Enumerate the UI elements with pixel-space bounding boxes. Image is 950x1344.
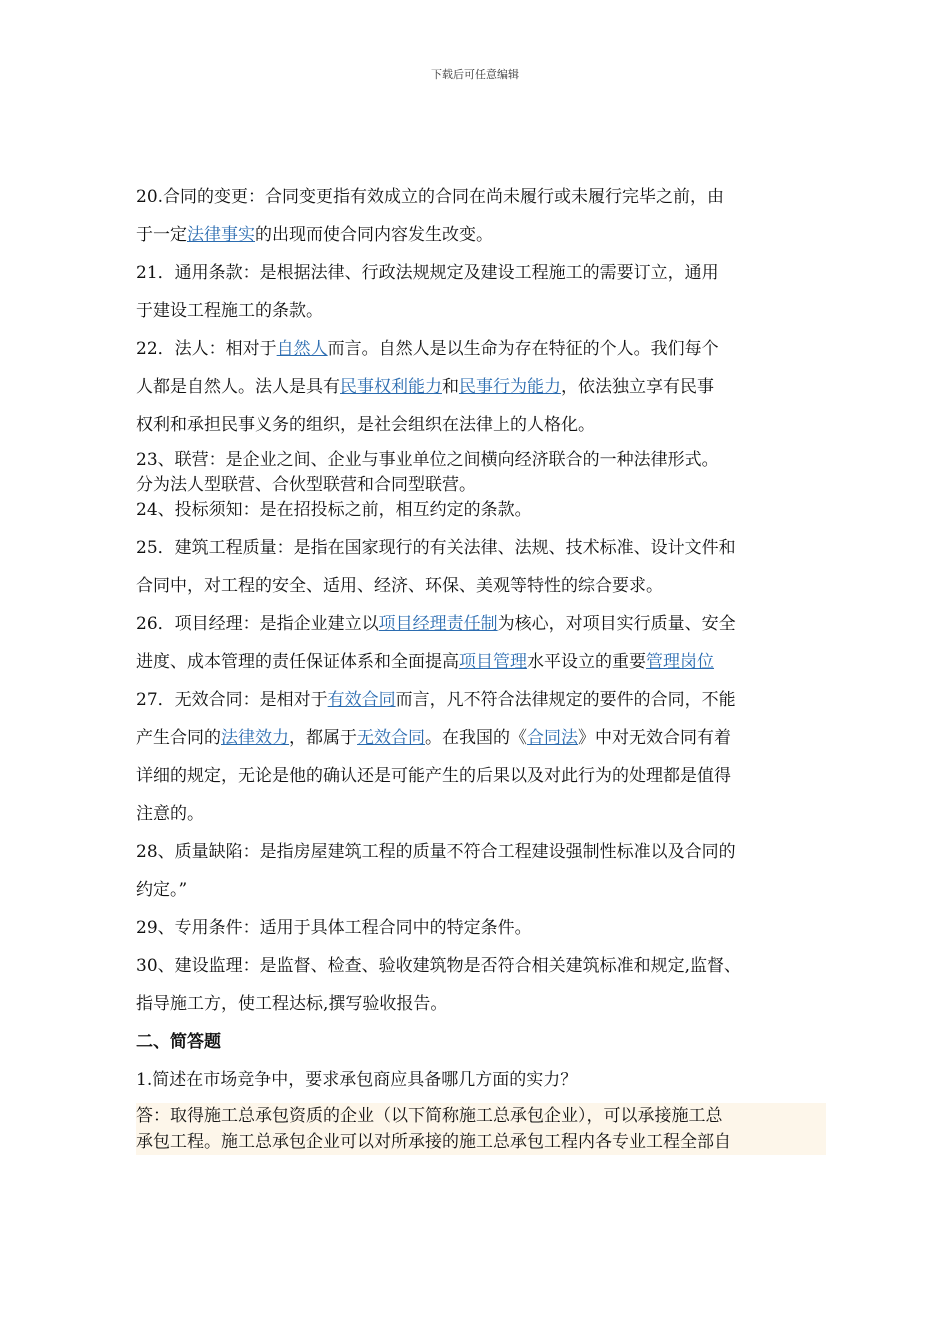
text-span: 人都是自然人。法人是具有: [136, 377, 340, 397]
document-body: [136, 178, 826, 1155]
page-header: 下载后可任意编辑: [431, 68, 519, 81]
text-span: 于一定: [136, 225, 187, 245]
item-22: [136, 330, 826, 444]
item-28-line-2: 约定。”: [136, 880, 188, 900]
item-30: [136, 947, 826, 1023]
section-heading: 二、简答题: [136, 1032, 221, 1052]
link-natural-person[interactable]: 自然人: [276, 339, 328, 359]
item-28: [136, 833, 826, 909]
text-span: 而言。自然人是以生命为存在特征的个人。我们每个: [327, 339, 719, 359]
text-span: 而言，凡不符合法律规定的要件的合同，不能: [395, 690, 736, 710]
item-30-line-2: 指导施工方，使工程达标,撰写验收报告。: [136, 994, 448, 1014]
item-22-line-1: [136, 330, 826, 368]
text-span: ，依法独立享有民事: [561, 377, 714, 397]
link-pm-responsibility-system[interactable]: 项目经理责任制: [378, 614, 498, 634]
item-22-line-3: 权利和承担民事义务的组织，是社会组织在法律上的人格化。: [136, 415, 595, 435]
link-valid-contract[interactable]: 有效合同: [327, 690, 396, 710]
link-project-management[interactable]: 项目管理: [459, 652, 527, 672]
text-span: 》中对无效合同有着: [578, 728, 731, 748]
question-1: 1.简述在市场竞争中，要求承包商应具备哪几方面的实力？: [136, 1070, 578, 1090]
item-27-line-3: 详细的规定，无论是他的确认还是可能产生的后果以及对此行为的处理都是值得: [136, 766, 731, 786]
item-24: [136, 498, 826, 523]
item-21-line-1: 21．通用条款：是根据法律、行政法规规定及建设工程施工的需要订立，通用: [136, 263, 719, 283]
link-legal-effect[interactable]: 法律效力: [221, 728, 289, 748]
item-29-line-1: 29、专用条件：适用于具体工程合同中的特定条件。: [136, 918, 532, 938]
item-25-line-2: 合同中，对工程的安全、适用、经济、环保、美观等特性的综合要求。: [136, 576, 663, 596]
answer-1: [136, 1103, 826, 1155]
item-24-line-1: 24、投标须知：是在招投标之前，相互约定的条款。: [136, 500, 532, 520]
link-civil-rights-capacity[interactable]: 民事权利能力: [340, 377, 442, 397]
text-span: 22．法人：相对于: [136, 339, 277, 359]
item-25-line-1: 25．建筑工程质量：是指在国家现行的有关法律、法规、技术标准、设计文件和: [136, 538, 736, 558]
item-30-line-1: 30、建设监理：是监督、检查、验收建筑物是否符合相关建筑标准和规定,监督、: [136, 956, 742, 976]
item-27-line-1: [136, 681, 826, 719]
link-contract-law[interactable]: 合同法: [527, 728, 578, 748]
item-29: [136, 909, 826, 947]
item-23-line-1: 23、联营：是企业之间、企业与事业单位之间横向经济联合的一种法律形式。: [136, 450, 719, 470]
item-20: [136, 178, 826, 254]
item-23-line-2: 分为法人型联营、合伙型联营和合同型联营。: [136, 475, 476, 495]
item-26-line-1: [136, 605, 826, 643]
item-27: [136, 681, 826, 833]
text-span: 。在我国的《: [425, 728, 527, 748]
link-legal-fact[interactable]: 法律事实: [187, 225, 255, 245]
item-20-line-2: [136, 216, 826, 254]
item-27-line-4: 注意的。: [136, 804, 204, 824]
link-civil-conduct-capacity[interactable]: 民事行为能力: [459, 377, 561, 397]
answer-1-line-2: 承包工程。施工总承包企业可以对所承接的施工总承包工程内各专业工程全部自: [136, 1132, 731, 1152]
item-25: [136, 529, 826, 605]
link-invalid-contract[interactable]: 无效合同: [357, 728, 425, 748]
item-28-line-1: 28、质量缺陷：是指房屋建筑工程的质量不符合工程建设强制性标准以及合同的: [136, 842, 736, 862]
text-span: 26．项目经理：是指企业建立以: [136, 614, 379, 634]
link-management-position[interactable]: 管理岗位: [646, 652, 714, 672]
item-22-line-2: [136, 368, 826, 406]
item-20-line-1: 20.合同的变更：合同变更指有效成立的合同在尚未履行或未履行完毕之前，由: [136, 187, 725, 207]
text-span: 进度、成本管理的责任保证体系和全面提高: [136, 652, 459, 672]
text-span: 为核心，对项目实行质量、安全: [497, 614, 736, 634]
text-span: 27．无效合同：是相对于: [136, 690, 328, 710]
item-26-line-2: [136, 643, 826, 681]
item-26: [136, 605, 826, 681]
text-span: 和: [442, 377, 459, 397]
item-23: [136, 448, 826, 498]
text-span: 的出现而使合同内容发生改变。: [255, 225, 493, 245]
text-span: ，都属于: [289, 728, 357, 748]
text-span: 水平设立的重要: [527, 652, 646, 672]
item-27-line-2: [136, 719, 826, 757]
text-span: 产生合同的: [136, 728, 221, 748]
item-21-line-2: 于建设工程施工的条款。: [136, 301, 323, 321]
answer-1-line-1: 答：取得施工总承包资质的企业（以下简称施工总承包企业），可以承接施工总: [136, 1106, 723, 1126]
item-21: [136, 254, 826, 330]
